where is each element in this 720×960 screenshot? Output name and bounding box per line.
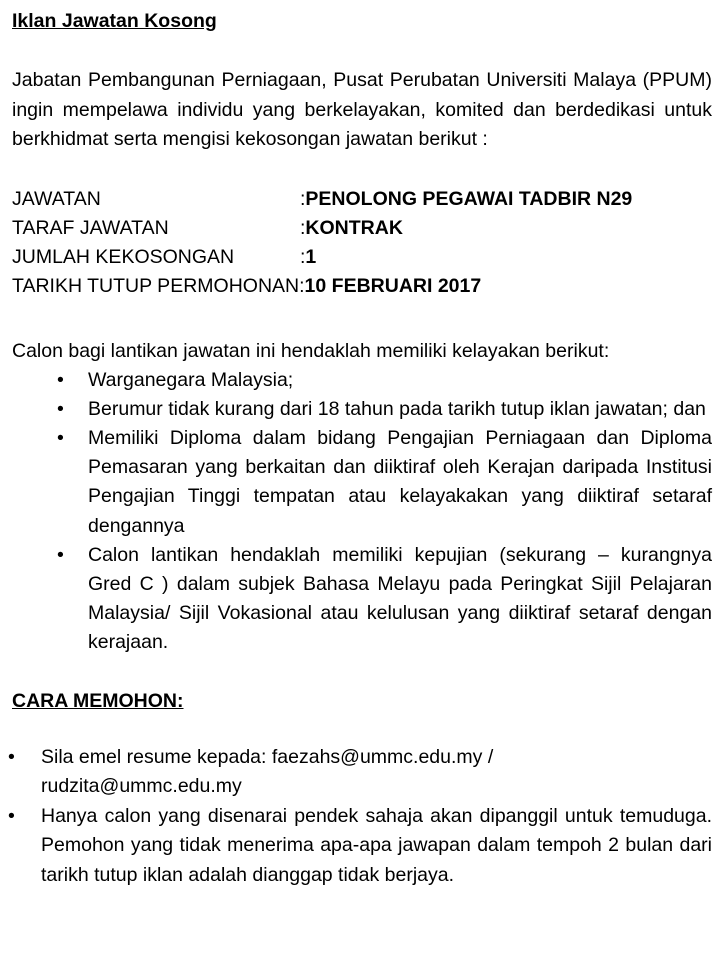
how-to-apply-heading: CARA MEMOHON:	[12, 689, 184, 712]
detail-row-tarikh	[12, 272, 712, 301]
requirement-text: Berumur tidak kurang dari 18 tahun pada tarikh tutup iklan jawatan; dan	[88, 397, 706, 420]
list-item	[8, 743, 712, 802]
bullet-icon: •	[57, 397, 64, 420]
requirement-text: Memiliki Diploma dalam bidang Pengajian Perniagaan dan Diploma Pemasaran yang berkaitan dan diiktiraf oleh Kerajan daripada Institusi Pengajian Tinggi tempatan atau kelayakakan yang diiktiraf setaraf dengannya	[88, 426, 712, 537]
job-details	[12, 185, 712, 301]
detail-row-taraf	[12, 214, 712, 243]
detail-value: 10 FEBRUARI 2017	[304, 274, 482, 297]
document-title: Iklan Jawatan Kosong	[12, 10, 217, 32]
apply-note-text: Hanya calon yang disenarai pendek sahaja akan dipanggil untuk temuduga. Pemohon yang tidak menerima apa-apa jawapan dalam tempoh 2 bulan dari tarikh tutup iklan adalah dianggap tidak berjaya.	[41, 804, 712, 886]
requirement-text: Warganegara Malaysia;	[88, 368, 294, 391]
list-item	[12, 366, 712, 395]
list-item	[8, 802, 712, 891]
detail-value: 1	[305, 245, 317, 268]
email-line: Sila emel resume kepada: faezahs@ummc.edu.my /	[41, 745, 494, 768]
detail-value: KONTRAK	[305, 216, 403, 239]
detail-row-jawatan	[12, 185, 712, 214]
detail-colon: :	[300, 245, 306, 268]
list-item	[12, 541, 712, 658]
detail-colon: :	[300, 187, 306, 210]
intro-paragraph: Jabatan Pembangunan Perniagaan, Pusat Perubatan Universiti Malaya (PPUM) ingin mempelawa individu yang berkelayakan, komited dan berdedikasi untuk berkhidmat serta mengisi kekosongan jawatan berikut :	[12, 69, 712, 150]
detail-row-jumlah	[12, 243, 712, 272]
requirements-list	[12, 366, 712, 658]
job-advertisement	[8, 6, 712, 890]
detail-label: TARAF JAWATAN	[12, 216, 169, 239]
list-item	[12, 395, 712, 424]
detail-colon: :	[299, 274, 305, 297]
how-to-apply-list	[8, 743, 712, 891]
detail-colon: :	[300, 216, 306, 239]
bullet-icon: •	[57, 543, 64, 566]
list-item	[12, 424, 712, 541]
email-line: rudzita@ummc.edu.my	[41, 775, 242, 798]
detail-label: JUMLAH KEKOSONGAN	[12, 245, 235, 268]
bullet-icon: •	[57, 368, 64, 391]
requirements-intro: Calon bagi lantikan jawatan ini hendaklah memiliki kelayakan berikut:	[12, 339, 610, 362]
detail-label: TARIKH TUTUP PERMOHONAN	[12, 274, 300, 297]
detail-value: PENOLONG PEGAWAI TADBIR N29	[305, 187, 633, 210]
requirement-text: Calon lantikan hendaklah memiliki kepujian (sekurang – kurangnya Gred C ) dalam subjek Bahasa Melayu pada Peringkat Sijil Pelajaran Malaysia/ Sijil Vokasional atau kelulusan yang diiktiraf setaraf dengan kerajaan.	[88, 543, 712, 654]
bullet-icon: •	[8, 804, 15, 827]
bullet-icon: •	[8, 745, 15, 768]
detail-label: JAWATAN	[12, 187, 101, 210]
bullet-icon: •	[57, 426, 64, 449]
